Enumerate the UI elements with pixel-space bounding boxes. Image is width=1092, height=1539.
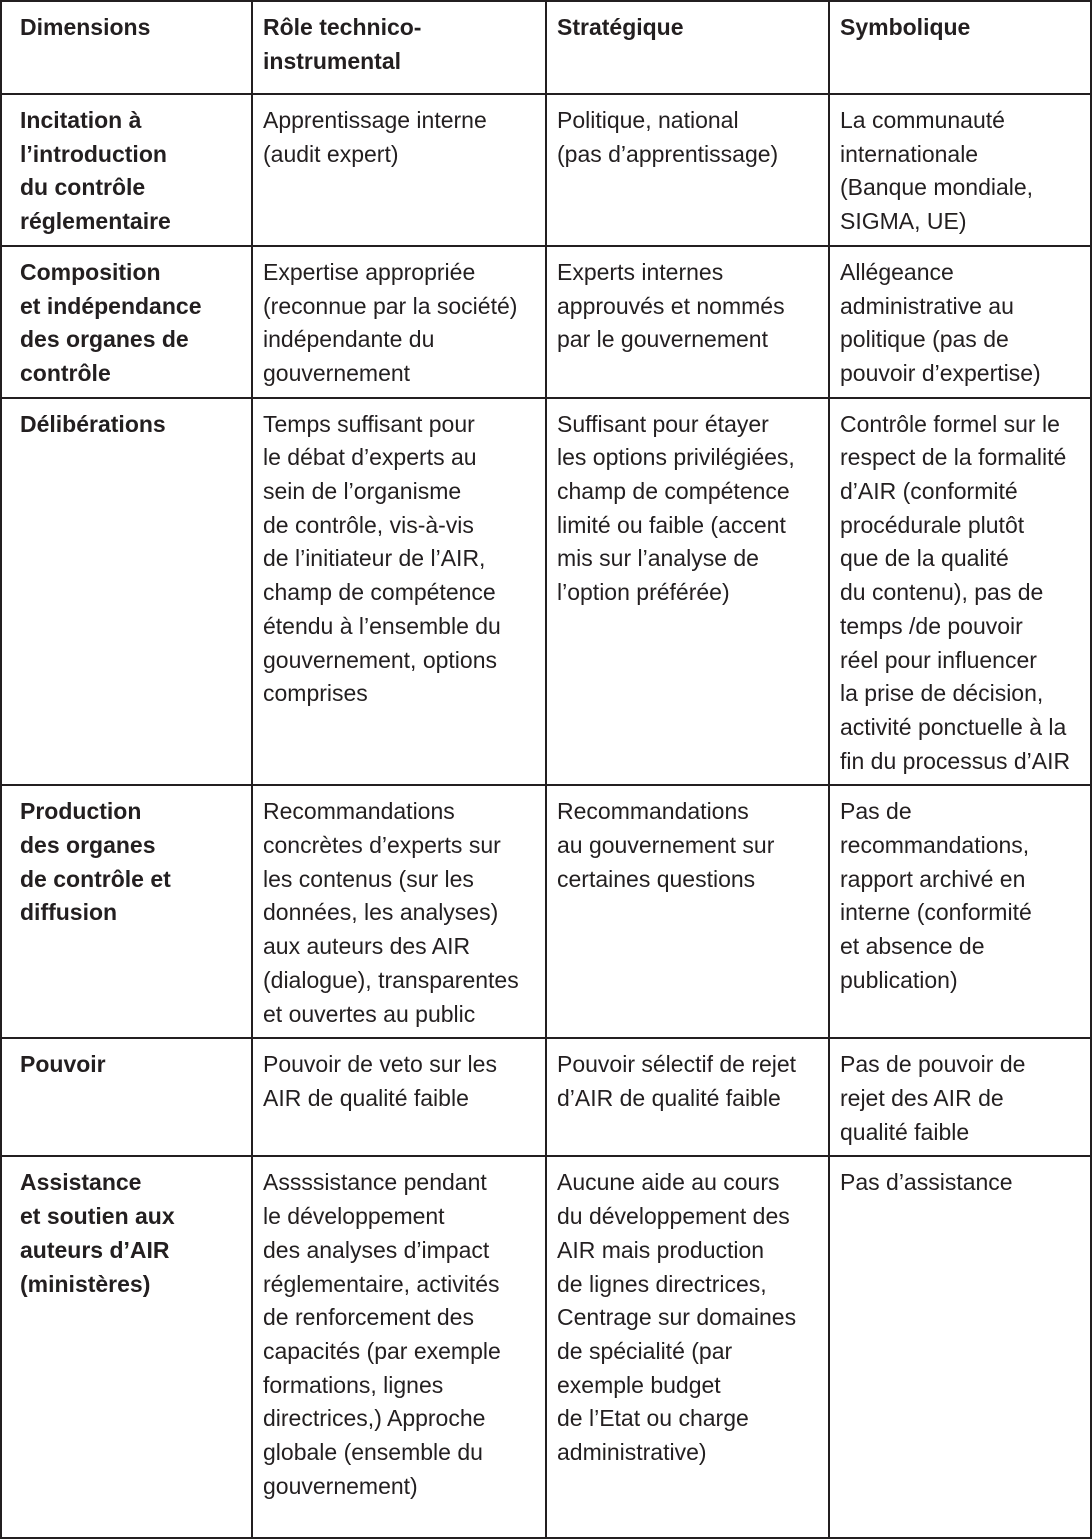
technico-cell: Expertise appropriée (reconnue par la société) indépendante du gouvernement xyxy=(252,246,546,398)
header-dimensions: Dimensions xyxy=(1,1,252,94)
symbolique-cell: Pas de recommandations, rapport archivé en interne (conformité et absence de publication) xyxy=(829,785,1091,1038)
table-row xyxy=(1,94,1091,246)
strategique-cell: Aucune aide au cours du développement des AIR mais production de lignes directrices, Centrage sur domaines de spécialité (par exemple budget de l’Etat ou charge administrative) xyxy=(546,1156,829,1538)
table-row xyxy=(1,246,1091,398)
dimension-cell: Production des organes de contrôle et diffusion xyxy=(1,785,252,1038)
symbolique-cell: Contrôle formel sur le respect de la formalité d’AIR (conformité procédurale plutôt que de la qualité du contenu), pas de temps /de pouvoir réel pour influencer la prise de décision, activité ponctuelle à la fin du processus d’AIR xyxy=(829,398,1091,786)
dimension-cell: Délibérations xyxy=(1,398,252,786)
dimension-cell: Composition et indépendance des organes de contrôle xyxy=(1,246,252,398)
technico-cell: Temps suffisant pour le débat d’experts au sein de l’organisme de contrôle, vis-à-vis de l’initiateur de l’AIR, champ de compétence étendu à l’ensemble du gouvernement, options comprises xyxy=(252,398,546,786)
table-row xyxy=(1,1156,1091,1538)
technico-cell: Pouvoir de veto sur les AIR de qualité faible xyxy=(252,1038,546,1156)
technico-cell: Recommandations concrètes d’experts sur les contenus (sur les données, les analyses) aux auteurs des AIR (dialogue), transparentes et ouvertes au public xyxy=(252,785,546,1038)
header-technico-instrumental: Rôle technico- instrumental xyxy=(252,1,546,94)
symbolique-cell: Pas d’assistance xyxy=(829,1156,1091,1538)
technico-cell: Assssistance pendant le développement des analyses d’impact réglementaire, activités de renforcement des capacités (par exemple formations, lignes directrices,) Approche globale (ensemble du gouvernement) xyxy=(252,1156,546,1538)
dimension-cell: Incitation à l’introduction du contrôle réglementaire xyxy=(1,94,252,246)
strategique-cell: Suffisant pour étayer les options privilégiées, champ de compétence limité ou faible (accent mis sur l’analyse de l’option préférée) xyxy=(546,398,829,786)
dimension-cell: Pouvoir xyxy=(1,1038,252,1156)
header-symbolique: Symbolique xyxy=(829,1,1091,94)
header-strategique: Stratégique xyxy=(546,1,829,94)
dimension-cell: Assistance et soutien aux auteurs d’AIR (ministères) xyxy=(1,1156,252,1538)
header-row xyxy=(1,1,1091,94)
symbolique-cell: La communauté internationale (Banque mondiale, SIGMA, UE) xyxy=(829,94,1091,246)
table-row xyxy=(1,785,1091,1038)
table-row xyxy=(1,398,1091,786)
symbolique-cell: Pas de pouvoir de rejet des AIR de qualité faible xyxy=(829,1038,1091,1156)
strategique-cell: Politique, national (pas d’apprentissage) xyxy=(546,94,829,246)
strategique-cell: Recommandations au gouvernement sur certaines questions xyxy=(546,785,829,1038)
table-row xyxy=(1,1038,1091,1156)
strategique-cell: Pouvoir sélectif de rejet d’AIR de qualité faible xyxy=(546,1038,829,1156)
technico-cell: Apprentissage interne (audit expert) xyxy=(252,94,546,246)
symbolique-cell: Allégeance administrative au politique (pas de pouvoir d’expertise) xyxy=(829,246,1091,398)
strategique-cell: Experts internes approuvés et nommés par le gouvernement xyxy=(546,246,829,398)
